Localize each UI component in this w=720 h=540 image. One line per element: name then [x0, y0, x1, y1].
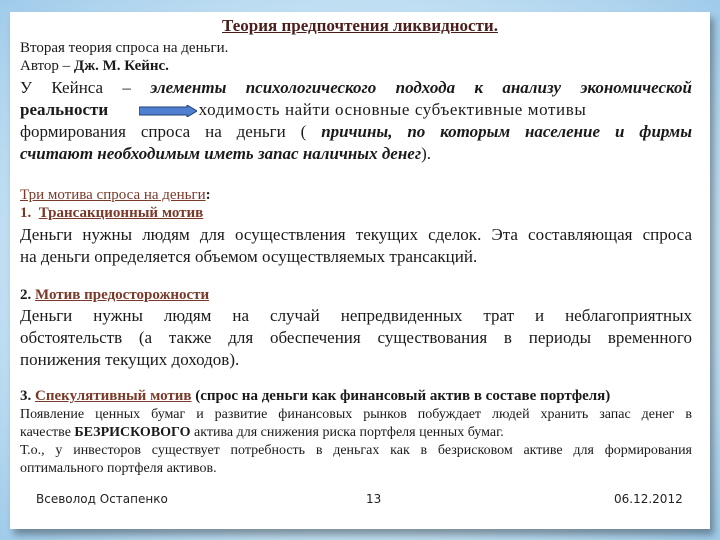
- author-line: [20, 58, 169, 75]
- motives-heading-colon: :: [205, 187, 211, 203]
- motive-1-number: 1.: [20, 205, 32, 221]
- motive-3-text-1: Появление ценных бумаг и развитие финансовых рынков побуждает людей хранить запас денег в: [20, 407, 692, 422]
- author-name: Дж. М. Кейнс.: [73, 58, 169, 74]
- motive-1-text-2: на деньги определяется объемом осуществляемых трансакций.: [20, 247, 478, 266]
- intro-line: Вторая теория спроса на деньги.: [20, 40, 229, 56]
- slide: [10, 12, 710, 529]
- slide-title: Теория предпочтения ликвидности.: [222, 16, 498, 35]
- footer-date: 06.12.2012: [614, 492, 683, 506]
- motive-2-text-1: Деньги нужны людям на случай непредвиденных трат и неблагоприятных: [20, 306, 692, 325]
- motive-1-heading: [20, 205, 203, 222]
- motive-3-text-4: оптимального портфеля активов.: [20, 461, 217, 476]
- author-prefix: Автор –: [20, 58, 74, 74]
- keynes-l1-a: У Кейнса –: [20, 78, 151, 97]
- motive-2-heading: [20, 287, 209, 304]
- motives-heading-text: Три мотива спроса на деньги: [20, 187, 206, 203]
- keynes-l3-b: причины, по которым население и фирмы: [321, 122, 692, 141]
- motive-2-name: Мотив предосторожности: [35, 287, 210, 303]
- keynes-l4-a: считают необходимым иметь запас наличных денег: [20, 144, 422, 163]
- keynes-line-1: [20, 78, 692, 98]
- motive-3-paren: (спрос на деньги как финансовый актив в составе портфеля): [191, 388, 611, 404]
- right-arrow-icon: [139, 105, 197, 117]
- motive-3-name: Спекулятивный мотив: [35, 388, 192, 404]
- motives-heading: [20, 187, 211, 204]
- motive-3-text-3: Т.о., у инвесторов существует потребность в деньгах как в безрисковом активе для формирования: [20, 443, 692, 458]
- motive-3-text-2-c: актива для снижения риска портфеля ценных бумаг.: [190, 425, 504, 440]
- motive-2-text-3: понижения текущих доходов).: [20, 350, 240, 369]
- keynes-line-2: [20, 100, 692, 120]
- motive-3-riskless: БЕЗРИСКОВОГО: [74, 425, 191, 440]
- footer-page-number: 13: [366, 492, 382, 506]
- motive-3-text-2-a: качестве: [20, 425, 75, 440]
- motive-2-text-2: обстоятельств (а также для обеспечения существования в периоды временного: [20, 328, 692, 347]
- keynes-l2-a: реальности: [20, 100, 109, 119]
- motive-3-heading: [20, 388, 610, 405]
- keynes-l2-b: ходимость найти основные субъективные мотивы: [198, 100, 587, 119]
- keynes-l3-a: формирования спроса на деньги (: [20, 122, 322, 141]
- keynes-line-4: [20, 144, 431, 164]
- keynes-l4-b: ).: [421, 144, 432, 163]
- motive-1-name: Трансакционный мотив: [38, 205, 204, 221]
- motive-3-number: 3.: [20, 388, 35, 404]
- motive-3-text-2: [20, 425, 504, 441]
- motive-1-text-1: Деньги нужны людям для осуществления текущих сделок. Эта составляющая спроса: [20, 225, 692, 244]
- keynes-line-3: [20, 122, 692, 142]
- motive-2-number: 2.: [20, 287, 35, 303]
- keynes-l1-b: элементы психологического подхода к анализу экономической: [150, 78, 692, 97]
- footer-author: Всеволод Остапенко: [36, 492, 168, 506]
